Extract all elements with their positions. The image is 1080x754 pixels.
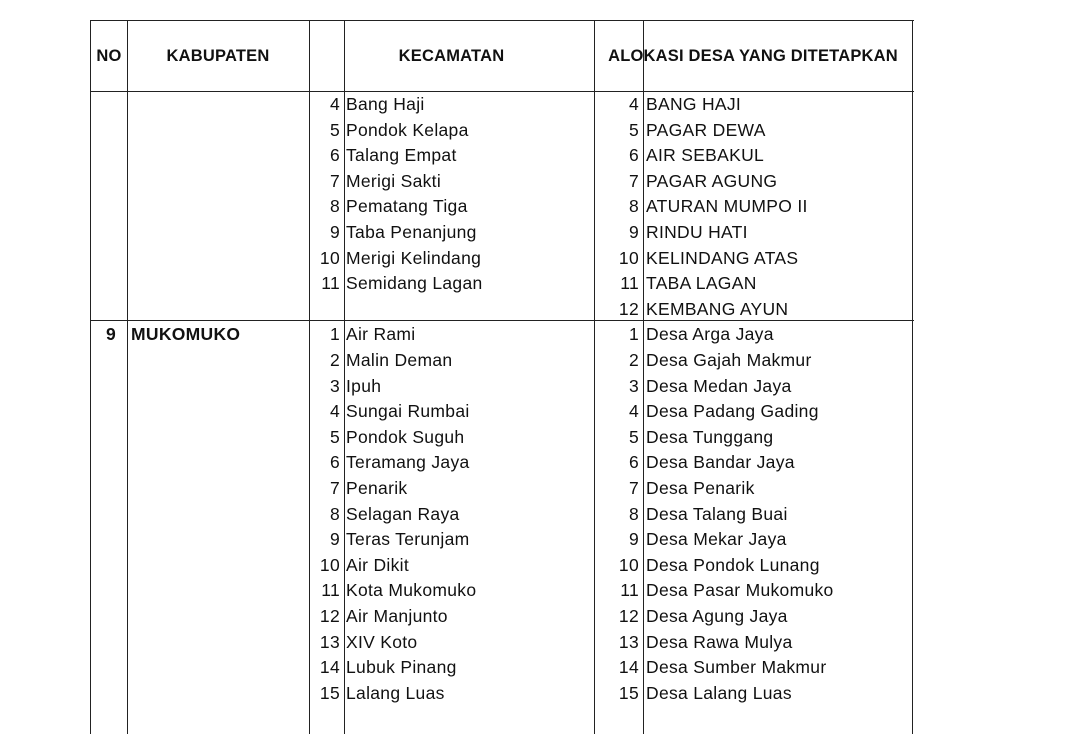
desa-name: Desa Lalang Luas (646, 682, 792, 703)
kecamatan-number: 9 (329, 529, 340, 550)
kecamatan-name: Pondok Kelapa (346, 119, 469, 140)
desa-number: 13 (618, 631, 639, 652)
desa-number: 7 (628, 170, 639, 191)
header-kabupaten: KABUPATEN (166, 46, 270, 65)
desa-name: Desa Penarik (646, 478, 755, 498)
desa-number: 9 (628, 222, 639, 242)
desa-name: ATURAN MUMPO II (646, 196, 808, 217)
kecamatan-name: Kota Mukomuko (346, 580, 477, 601)
desa-name: AIR SEBAKUL (646, 145, 765, 166)
table-border-left (90, 20, 91, 734)
desa-number: 5 (628, 426, 639, 447)
table-border-right (912, 20, 913, 734)
kecamatan-number: 15 (319, 682, 340, 703)
desa-number: 8 (628, 503, 639, 524)
kecamatan-number: 11 (321, 580, 340, 601)
kecamatan-number: 4 (329, 401, 340, 422)
desa-number: 3 (628, 375, 639, 396)
kecamatan-number: 9 (329, 222, 340, 242)
kecamatan-number: 6 (329, 452, 340, 473)
desa-number: 11 (620, 273, 639, 294)
kecamatan-name: Merigi Sakti (346, 170, 442, 191)
desa-number: 6 (628, 145, 639, 166)
desa-name: KEMBANG AYUN (646, 298, 789, 319)
kecamatan-number: 8 (329, 196, 340, 217)
desa-number: 7 (628, 478, 639, 498)
desa-name: BANG HAJI (646, 94, 742, 114)
kecamatan-number: 2 (329, 350, 340, 370)
header-kecamatan: KECAMATAN (398, 46, 505, 65)
kecamatan-number: 10 (319, 247, 340, 268)
kecamatan-number: 11 (321, 273, 340, 294)
kecamatan-name: Air Manjunto (346, 606, 448, 626)
kecamatan-name: Pondok Suguh (346, 426, 465, 447)
kecamatan-name: Malin Deman (346, 350, 453, 370)
kecamatan-number: 14 (319, 657, 340, 678)
kecamatan-name: Merigi Kelindang (346, 247, 482, 268)
kecamatan-number: 7 (329, 478, 340, 498)
desa-number: 4 (628, 94, 639, 114)
desa-name: Desa Agung Jaya (646, 606, 788, 626)
desa-name: KELINDANG ATAS (646, 247, 799, 268)
desa-number: 12 (618, 298, 639, 319)
desa-number: 10 (618, 554, 639, 575)
kecamatan-number: 4 (329, 94, 340, 114)
desa-name: Desa Mekar Jaya (646, 529, 787, 550)
kecamatan-number: 7 (329, 170, 340, 191)
desa-name: Desa Rawa Mulya (646, 631, 793, 652)
desa-name: RINDU HATI (646, 222, 748, 242)
desa-number: 6 (628, 452, 639, 473)
kecamatan-number: 8 (329, 503, 340, 524)
desa-number: 2 (628, 350, 639, 370)
desa-number: 10 (618, 247, 639, 268)
header-no: NO (96, 46, 122, 65)
column-divider (643, 20, 644, 734)
kecamatan-number: 1 (329, 324, 340, 345)
kecamatan-name: Ipuh (346, 375, 382, 396)
desa-name: Desa Pondok Lunang (646, 554, 820, 575)
desa-name: Desa Talang Buai (646, 503, 788, 524)
desa-number: 11 (620, 580, 639, 601)
allocation-table (90, 20, 914, 734)
kecamatan-name: Penarik (346, 478, 408, 498)
header-alokasi-desa: ALOKASI DESA YANG DITETAPKAN (608, 46, 898, 65)
kecamatan-name: Pematang Tiga (346, 196, 468, 217)
desa-name: PAGAR DEWA (646, 119, 766, 140)
desa-name: Desa Padang Gading (646, 401, 819, 422)
desa-number: 8 (628, 196, 639, 217)
kecamatan-name: Teras Terunjam (346, 529, 470, 550)
desa-name: PAGAR AGUNG (646, 170, 778, 191)
kecamatan-name: Lalang Luas (346, 682, 445, 703)
desa-number: 15 (618, 682, 639, 703)
kecamatan-name: Semidang Lagan (346, 273, 483, 294)
desa-number: 1 (628, 324, 639, 345)
kecamatan-name: Bang Haji (346, 94, 425, 114)
kecamatan-name: Teramang Jaya (346, 452, 470, 473)
desa-name: Desa Arga Jaya (646, 324, 774, 345)
kecamatan-name: Selagan Raya (346, 503, 460, 524)
kecamatan-name: Sungai Rumbai (346, 401, 470, 422)
desa-name: Desa Gajah Makmur (646, 350, 812, 370)
kecamatan-name: XIV Koto (346, 631, 418, 652)
kecamatan-number: 13 (319, 631, 340, 652)
kecamatan-number: 5 (329, 426, 340, 447)
kabupaten-number: 9 (105, 324, 116, 345)
desa-number: 9 (628, 529, 639, 550)
kecamatan-number: 5 (329, 119, 340, 140)
desa-name: Desa Pasar Mukomuko (646, 580, 834, 601)
kecamatan-name: Air Rami (346, 324, 416, 345)
desa-name: Desa Medan Jaya (646, 375, 792, 396)
desa-name: TABA LAGAN (646, 273, 757, 294)
desa-number: 12 (618, 606, 639, 626)
kecamatan-number: 3 (329, 375, 340, 396)
desa-number: 14 (618, 657, 639, 678)
kecamatan-name: Taba Penanjung (346, 222, 477, 242)
kecamatan-name: Talang Empat (346, 145, 457, 166)
desa-number: 4 (628, 401, 639, 422)
kecamatan-number: 10 (319, 554, 340, 575)
kecamatan-number: 12 (319, 606, 340, 626)
desa-name: Desa Sumber Makmur (646, 657, 827, 678)
desa-name: Desa Bandar Jaya (646, 452, 795, 473)
kabupaten-name: MUKOMUKO (131, 324, 241, 345)
column-divider (344, 20, 345, 734)
column-divider (127, 20, 128, 734)
kecamatan-name: Air Dikit (346, 554, 409, 575)
kecamatan-name: Lubuk Pinang (346, 657, 457, 678)
desa-number: 5 (628, 119, 639, 140)
kecamatan-number: 6 (329, 145, 340, 166)
desa-name: Desa Tunggang (646, 426, 774, 447)
